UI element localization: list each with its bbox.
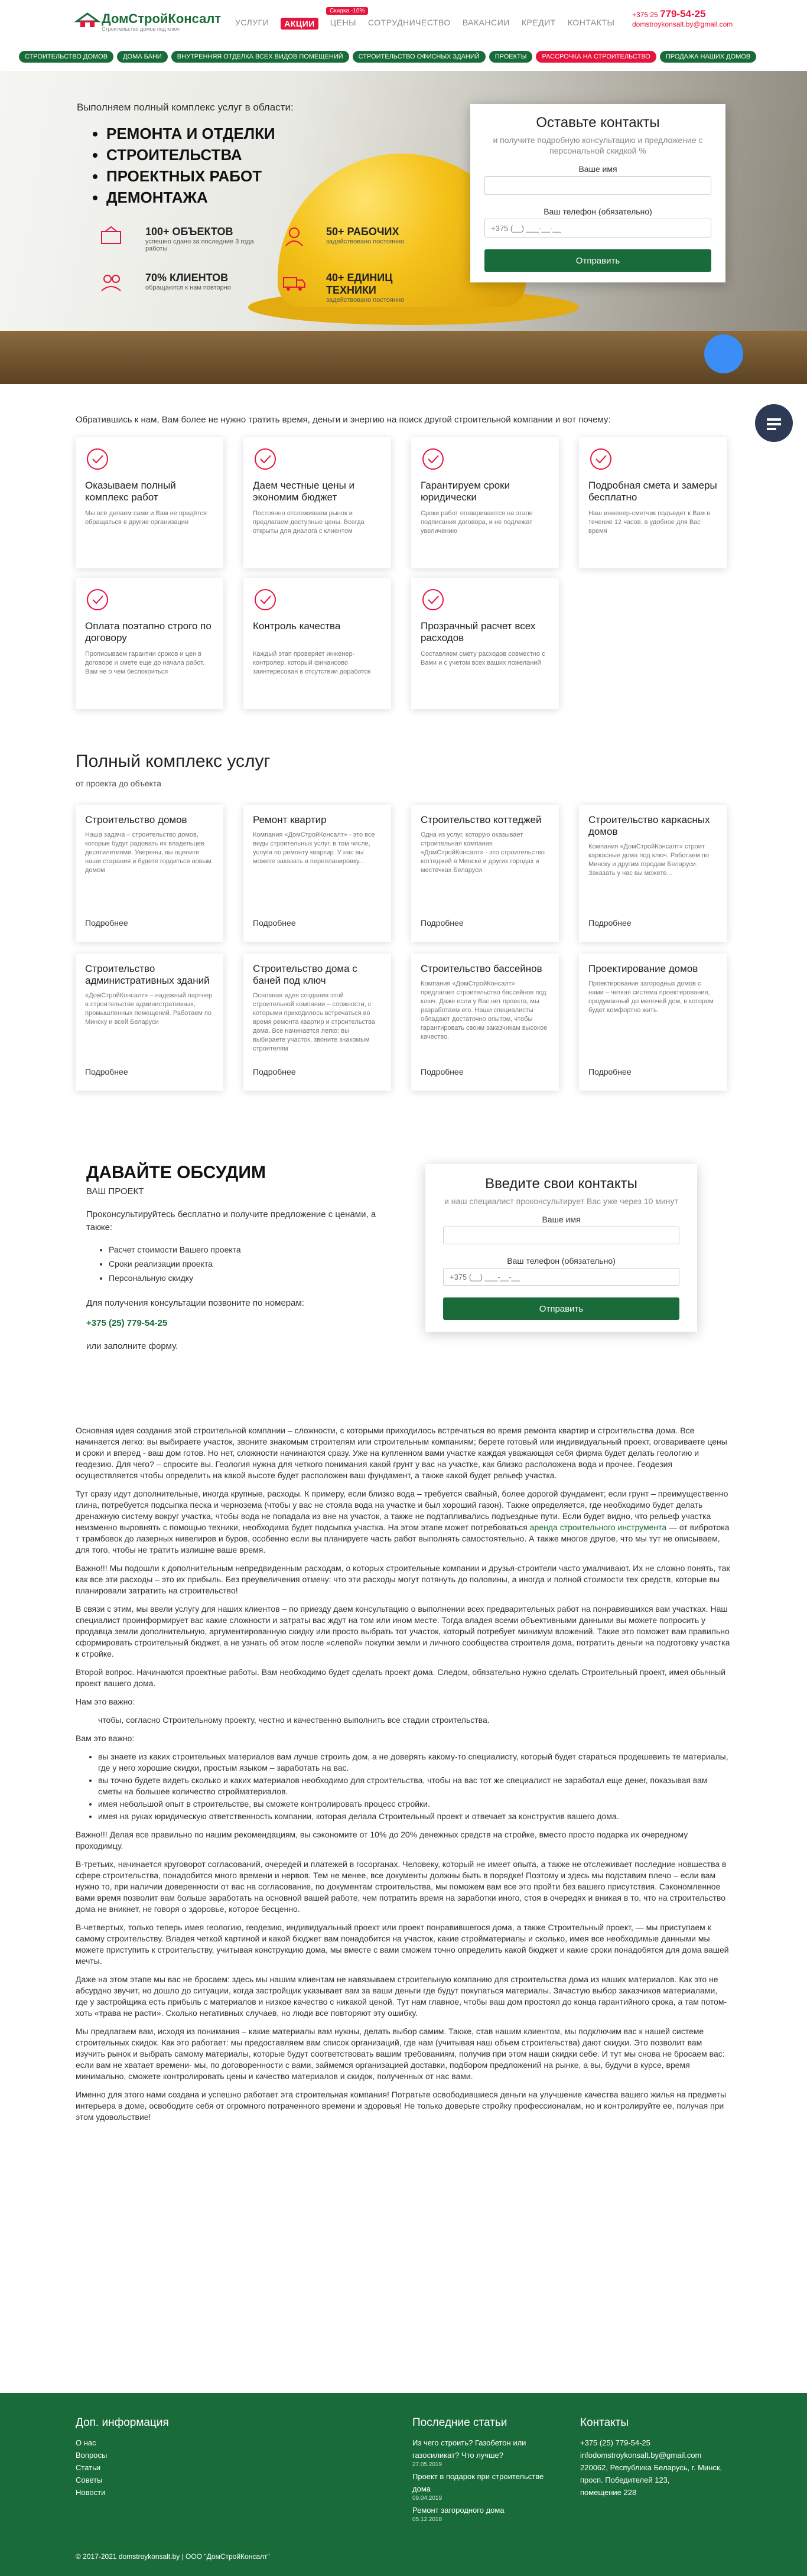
footer-contacts xyxy=(580,2416,728,2499)
hero-ground xyxy=(0,331,807,384)
stat-workers xyxy=(326,226,444,245)
article-paragraph: Второй вопрос. Начинаются проектные работы. Вам необходимо будет сделать проект дома. Следом, обязательно нужно сделать Строительный проект, имея обычный проект вашего дома. xyxy=(76,1667,726,1688)
article-list xyxy=(98,1751,731,1822)
hero-list xyxy=(106,123,275,208)
house-icon xyxy=(76,12,99,28)
submit-button[interactable]: Отправить xyxy=(484,249,711,272)
hero-list-item: • ПРОЕКТНЫХ РАБОТ xyxy=(106,165,275,187)
name-input[interactable] xyxy=(443,1227,679,1244)
service-title: Строительство бассейнов xyxy=(421,963,542,974)
advantage-card xyxy=(243,578,391,709)
advantage-icon xyxy=(421,587,445,612)
service-card[interactable] xyxy=(243,954,391,1091)
cat-installment[interactable]: РАССРОЧКА НА СТРОИТЕЛЬСТВО xyxy=(536,51,656,63)
form-subtitle: и получите подробную консультацию и предложение с персональной скидкой % xyxy=(493,135,703,155)
service-title: Строительство административных зданий xyxy=(85,963,210,986)
footer-article-link[interactable]: Проект в подарок при строительстве дома xyxy=(412,2472,544,2493)
chat-icon xyxy=(755,404,793,442)
advantage-title: Подробная смета и замеры бесплатно xyxy=(588,480,717,503)
stat-number: 40+ ЕДИНИЦ ТЕХНИКИ xyxy=(326,272,393,296)
cat-offices[interactable]: СТРОИТЕЛЬСТВО ОФИСНЫХ ЗДАНИЙ xyxy=(353,51,486,63)
phone-label: Ваш телефон (обязательно) xyxy=(544,207,652,216)
advantage-text: Наш инженер-сметчик подъедет к Вам в течение 12 часов, в удобное для Вас время xyxy=(588,510,711,535)
callback-button[interactable] xyxy=(704,334,743,373)
main-nav xyxy=(235,18,614,30)
hero-lead: Выполняем полный комплекс услуг в области: xyxy=(77,102,294,113)
stat-number: 70% КЛИЕНТОВ xyxy=(145,272,229,284)
advantage-icon xyxy=(588,447,613,471)
nav-services[interactable]: УСЛУГИ xyxy=(235,18,269,27)
logo-title: ДомСтройКонсалт xyxy=(102,11,222,26)
service-card[interactable] xyxy=(579,805,727,942)
article-paragraph: Важно!!! Делая все правильно по нашим рекомендациям, вы сэкономите от 10% до 20% денежных средств на стройке, вместо просто подарка их очередному проходимцу. xyxy=(76,1830,688,1850)
service-more-link[interactable]: Подробнее xyxy=(588,918,632,928)
service-title: Проектирование домов xyxy=(588,963,698,974)
footer-link-faq[interactable]: Вопросы xyxy=(76,2451,108,2460)
objects-icon xyxy=(99,226,123,247)
service-more-link[interactable]: Подробнее xyxy=(253,1067,296,1076)
advantage-card xyxy=(411,437,559,568)
sale-badge: Скидка -10% xyxy=(326,7,368,15)
footer-address: 220062, Республика Беларусь, г. Минск, просп. Победителей 123, xyxy=(580,2463,723,2484)
name-input[interactable] xyxy=(484,176,711,195)
article-paragraph: Мы предлагаем вам, исходя из понимания – какие материалы вам нужны, делать выбор самим. Также, став нашим клиентом, мы подключим вас к нашей системе строительных скидок. Как это работает: мы предоставляем вам список организаций, где нам (учитывая наш объем строительства) дают скидки. Это позволит вам изучить рынок и выбрать самому материалы, которые будут соответствовать вашим требованиям, получив при этом наши скидки себе. И тут мы снова не бросаем вас: если вам не хватает времени- мы, по договоренности с вами, займемся организацией доставки, подбором предложений на рынке, а вы, будучи в курсе, время минимально, сможете контролировать цены и качество материалов и скидок, полученных от нас вами. xyxy=(76,2027,725,2081)
service-text: Компания «ДомСтройКонсалт» предлагает строительство бассейнов под ключ. Даже если у Вас нет проекта, мы разработаем его. Наши специалисты обладают достаточно опытом, чтобы гарантировать своим заказчикам высокое качество. xyxy=(421,980,548,1040)
form-title: Введите свои контакты xyxy=(485,1176,637,1192)
footer-link-articles[interactable]: Статьи xyxy=(76,2463,101,2472)
tool-rental-link[interactable]: аренда строительного инструмента xyxy=(529,1523,667,1532)
discuss-list-item: • Расчет стоимости Вашего проекта xyxy=(109,1243,393,1257)
phone-input[interactable] xyxy=(484,219,711,238)
logo-subtitle: Строительство домов под ключ xyxy=(102,26,180,32)
discuss-call-text: Для получения консультации позвоните по номерам: xyxy=(86,1298,304,1308)
nav-promo[interactable]: АКЦИИ xyxy=(281,18,318,30)
advantage-icon xyxy=(85,587,110,612)
article-paragraph: В-третьих, начинается круговорот согласований, очередей и платежей в госорганах. Человеку, который не имеет опыта, а также не отслеживает последние новшества в сфере строительства, понадобится много времени и нервов. Тем не менее, все документы должны быть в порядке! Поэтому и здесь мы подставим плечо – если вам нужно то, при наличии доверенности от вас на согласование, по документам строительства, мы поможем вам все это пройти без вашего присутствия. Сэкономленное вами время позволит вам больше заработать на основной вашей работе, чем потратить время на заработки иного, стоя в очередях и вникая в то, что на строительство дома не вникнет, не говоря о здоровье, которое бесценно. xyxy=(76,1859,727,1914)
discuss-small: ВАШ ПРОЕКТ xyxy=(86,1186,144,1196)
footer-email[interactable]: infodomstroykonsalt.by@gmail.com xyxy=(580,2451,702,2460)
article-paragraph: Основная идея создания этой строительной компании – сложности, с которыми приходилось встречаться во время ремонта квартир и строительства дома. Все начинается легко: вы выбираете участок, звоните знакомым строителям или строительным компаниям; берете готовый или индивидуальный проект, оговариваете цены и сроки и вперед - ваш дом готов. Но нет, сложности начинаются сразу. Уже на купленном вами участке каждая уважающая себя фирма будет делать геологию и геодезию. Для чего? – спросите вы. Геология нужна для четкого понимания какой грунт у вас на участке, как близко расположена вода и прочее. Геодезия осуществляется чтобы определить на какой высоте будет расположен ваш фундамент, а также какой будет рельеф участка. xyxy=(76,1426,727,1480)
article-paragraph: Именно для этого нами создана и успешно работает эта строительная компания! Потратьте освободившиеся деньги на улучшение качества вашего жилья на предметы интерьера в доме, освободите себя от огромного потраченного времени и здоровья! Не только доверьте стройку профессионалам, но и контролируйте ее, получая при этом удовольствие! xyxy=(76,2090,727,2122)
nav-cooperation[interactable]: СОТРУДНИЧЕСТВО xyxy=(367,18,451,27)
service-more-link[interactable]: Подробнее xyxy=(253,918,296,928)
discuss-phone[interactable]: +375 (25) 779-54-25 xyxy=(86,1318,168,1328)
discuss-lead: Проконсультируйтесь бесплатно и получите предложение с ценами, а также: xyxy=(86,1209,376,1232)
advantage-icon xyxy=(253,447,278,471)
header-phone[interactable]: 779-54-25 xyxy=(660,8,706,19)
service-card[interactable] xyxy=(76,805,223,942)
footer-phone[interactable]: +375 (25) 779-54-25 xyxy=(580,2438,650,2447)
stat-clients xyxy=(145,272,263,291)
truck-icon xyxy=(282,272,306,293)
service-more-link[interactable]: Подробнее xyxy=(85,918,128,928)
phone-label: Ваш телефон (обязательно) xyxy=(507,1256,616,1266)
cat-baths[interactable]: ДОМА БАНИ xyxy=(117,51,168,63)
article xyxy=(76,1425,731,2130)
advantage-icon xyxy=(85,447,110,471)
advantage-title: Оказываем полный комплекс работ xyxy=(85,480,176,503)
phone-input[interactable] xyxy=(443,1268,679,1286)
advantage-card xyxy=(76,437,223,568)
service-text: Проектирование загородных домов с нами – четкая система проектирования, продуманный до мелочей дом, в котором будет комфортно жить. xyxy=(588,980,714,1014)
cat-projects[interactable]: ПРОЕКТЫ xyxy=(489,51,533,63)
stat-number: 100+ ОБЪЕКТОВ xyxy=(145,226,233,238)
discuss-text xyxy=(86,1163,393,1353)
advantage-text: Постоянно отслеживаем рынок и предлагаем доступные цены. Всегда открыты для диалога с клиентом xyxy=(253,510,365,535)
cat-interior[interactable]: ВНУТРЕННЯЯ ОТДЕЛКА ВСЕХ ВИДОВ ПОМЕЩЕНИЙ xyxy=(171,51,349,63)
advantage-card xyxy=(76,578,223,709)
stat-number: 50+ РАБОЧИХ xyxy=(326,226,399,238)
advantage-icon xyxy=(421,447,445,471)
advantage-text: Прописываем гарантии сроков и цен в договоре и смете еще до начала работ. Вам не о чем беспокоиться xyxy=(85,650,205,675)
logo[interactable] xyxy=(76,12,221,32)
name-label: Ваше имя xyxy=(542,1215,581,1224)
footer-info xyxy=(76,2416,169,2499)
cat-houses[interactable]: СТРОИТЕЛЬСТВО ДОМОВ xyxy=(19,51,113,63)
service-title: Строительство дома с баней под ключ xyxy=(253,963,357,986)
service-text: Наша задача – строительство домов, которые будут радовать их владельцев десятилетиями. Уверены, вы оцените наши старания и будете гордиться новым домом xyxy=(85,831,211,874)
footer-heading: Доп. информация xyxy=(76,2416,169,2429)
advantage-title: Контроль качества xyxy=(253,620,341,632)
services-title: Полный комплекс услуг xyxy=(76,752,271,771)
article-paragraph: В-четвертых, только теперь имея геологию, геодезию, индивидуальный проект или проект понравившегося дома, а также Строительный проект, — мы приступаем к самому строительству. Владея четкой картиной и какой бюджет вам понадобится на участок, какие стройматериалы и сколько, имея все необходимые данными мы можете приступить к строительству, учитывая конструкцию дома, мы вместе с вами сможем точно определить какой бюджет и какие сроки понадобятся для дома вашей мечты. xyxy=(76,1923,729,1966)
form-subtitle: и наш специалист проконсультирует Вас уже через 10 минут xyxy=(444,1196,678,1206)
discuss-form xyxy=(425,1164,697,1332)
advantage-icon xyxy=(253,587,278,612)
service-text: Компания «ДомСтройКонсалт» - это все виды строительных услуг, в том числе, услуги по ремонту квартир. У нас вы можете заказать и перепланировку... xyxy=(253,831,375,865)
article-list-item: чтобы, согласно Строительному проекту, честно и качественно выполнить все стадии строительства. xyxy=(98,1715,490,1725)
submit-button[interactable]: Отправить xyxy=(443,1297,679,1320)
nav-vacancies[interactable]: ВАКАНСИИ xyxy=(462,18,510,27)
nav-prices[interactable]: ЦЕНЫ xyxy=(330,18,356,27)
nav-contacts[interactable]: КОНТАКТЫ xyxy=(567,18,615,27)
article-paragraph: В связи с этим, мы ввели услугу для наших клиентов – по приезду даем консультацию о выполнении всех предварительных работ на понравившихся вам участках. Наш специалист проинформирует вас какие сложности и затраты вас ждут на том или ином месте. Тогда владея всеми объективными данными вы можете попросить у продавца земли дополнительную, аргументированную скидку или просто выбрать тот участок, который потребует минимум вложений. Такие это поможет вам правильно сформировать строительный бюджет, а не узнать об этом после «слепой» покупки земли и личного сообщества строителя дома, потратить деньги на подготовку участка к стройке. xyxy=(76,1604,730,1658)
advantage-title: Даем честные цены и экономим бюджет xyxy=(253,480,355,503)
service-more-link[interactable]: Подробнее xyxy=(421,1067,464,1076)
footer-office: помещение 228 xyxy=(580,2488,637,2497)
article-paragraph xyxy=(76,1488,731,1556)
advantages-intro: Обратившись к нам, Вам более не нужно тратить время, деньги и энергию на поиск другой строительной компании и вот почему: xyxy=(76,415,611,425)
footer xyxy=(0,2393,807,2576)
service-more-link[interactable]: Подробнее xyxy=(85,1067,128,1076)
stat-text: задействовано постоянно xyxy=(326,297,405,304)
advantage-title: Прозрачный расчет всех расходов xyxy=(421,620,536,643)
advantage-card xyxy=(411,578,559,709)
name-label: Ваше имя xyxy=(578,164,617,174)
hero-section xyxy=(0,71,807,384)
advantage-title: Оплата поэтапно строго по договору xyxy=(85,620,211,643)
footer-link-about[interactable]: О нас xyxy=(76,2438,96,2447)
advantage-text: Мы всё делаем сами и Вам не придётся обращаться в другие организации xyxy=(85,510,207,526)
hero-list-item: • РЕМОНТА И ОТДЕЛКИ xyxy=(106,123,275,144)
service-card[interactable] xyxy=(579,954,727,1091)
article-list-item: • вы точно будете видеть сколько и каких материалов необходимо для строительства, чтобы на вас тот же специалист не заработал еще денег, показывая вам сметы на большее количество стройматериалов. xyxy=(98,1775,731,1797)
footer-article-date: 05.12.2018 xyxy=(412,2516,442,2523)
footer-link-news[interactable]: Новости xyxy=(76,2488,106,2497)
service-title: Строительство коттеджей xyxy=(421,814,542,825)
advantage-text: Сроки работ оговариваются на этапе подписания договора, и не подлежат увеличению xyxy=(421,510,533,535)
hero-list-item: • СТРОИТЕЛЬСТВА xyxy=(106,144,275,165)
stat-machinery xyxy=(326,272,444,304)
footer-article-date: 09.04.2019 xyxy=(412,2495,442,2502)
phone-prefix: +375 25 xyxy=(632,11,658,19)
advantage-title: Гарантируем сроки юридически xyxy=(421,480,510,503)
footer-article-date: 27.05.2019 xyxy=(412,2461,442,2468)
service-card[interactable] xyxy=(411,954,559,1091)
footer-article-link[interactable]: Ремонт загородного дома xyxy=(412,2506,505,2515)
article-list-item: • вы знаете из каких строительных материалов вам лучше строить дом, а не доверять какому-то специалисту, который будет стараться продешевить те материалы, где у него хорошие скидки, простым языком – заработать на вас. xyxy=(98,1751,731,1774)
footer-heading: Контакты xyxy=(580,2416,629,2429)
nav-credit[interactable]: КРЕДИТ xyxy=(521,18,556,27)
clients-icon xyxy=(99,272,123,293)
article-list xyxy=(98,1715,731,1726)
stat-objects xyxy=(145,226,263,252)
article-paragraph: Нам это важно: xyxy=(76,1697,135,1706)
service-text: «ДомСтройКонсалт» – надежный партнер в строительстве административных, промышленных помещений. Работаем по Минску и всей Беларуси xyxy=(85,992,213,1026)
contact-form xyxy=(470,104,725,282)
discuss-list-item: • Персональную скидку xyxy=(109,1271,393,1285)
service-title: Ремонт квартир xyxy=(253,814,327,825)
article-paragraph: Важно!!! Мы подошли к дополнительным непредвиденным расходам, о которых строительные компании и друзья-строители часто умалчивают. Их не сложно понять, так как все эти расходы – это их прибыль. Без преувеличения отмечу: что эти расходы могут потянуть до половины, а иногда и полной стоимости тех средств, которые вы планировали затратить на строительство! xyxy=(76,1563,730,1595)
discuss-title: ДАВАЙТЕ ОБСУДИМ xyxy=(86,1163,266,1182)
footer-article-link[interactable]: Из чего строить? Газобетон или газосиликат? Что лучше? xyxy=(412,2438,526,2460)
article-paragraph: Даже на этом этапе мы вас не бросаем: здесь мы нашим клиентам не навязываем строительную компанию для строительства дома из наших материалов. Как это не абсурдно звучит, но дошло до ситуации, когда застройщик указывает вам за ваши деньги где будут покупаться материалы. Зачастую выбор заказчиков материалами, где у застройщика есть прибыль с материалов и низкое качество с никакой ценой. Тут нам главное, чтобы ваш дом простоял до конца гарантийного срока, а там потом- хоть «трава не расти». Сколько негативных случаев, но люди все повторяют эту ошибку. xyxy=(76,1975,727,2018)
discuss-section xyxy=(0,1130,807,1407)
footer-link-tips[interactable]: Советы xyxy=(76,2476,103,2484)
service-title: Строительство каркасных домов xyxy=(588,814,710,837)
services-subtitle: от проекта до объекта xyxy=(76,779,161,788)
service-text: Одна из услуг, которую оказывает строительная компания «ДомСтройКонсалт» - это строительство коттеджей в Минске и других городах и местечках Беларуси. xyxy=(421,831,545,874)
category-bar xyxy=(19,51,756,63)
site-header xyxy=(0,0,807,45)
cat-sale[interactable]: ПРОДАЖА НАШИХ ДОМОВ xyxy=(660,51,756,63)
stat-text: обращаются к нам повторно xyxy=(145,284,231,291)
service-card[interactable] xyxy=(411,805,559,942)
header-contacts xyxy=(632,8,733,28)
article-list-item: • имея на руках юридическую ответственность компании, которая делала Строительный проект и отвечает за конструктив вашего дома. xyxy=(98,1811,731,1822)
copyright: © 2017-2021 domstroykonsalt.by | ООО "ДомСтройКонсалт" xyxy=(76,2552,270,2561)
article-text: — от вибротока т трамбовок до лазерных нивелиров и буров, особенно если вы планируете часть работ выполнять самостоятельно. А также многое другое, что мы тут не описываем, для того, чтобы не тратить излишне ваше время. xyxy=(76,1523,730,1554)
chat-button[interactable] xyxy=(755,404,793,442)
service-text: Компания «ДомСтройКонсалт» строит каркасные дома под ключ. Работаем по Минску и другим городам Беларуси. Заказать у нас вы можете... xyxy=(588,843,710,877)
service-card[interactable] xyxy=(243,805,391,942)
article-text: Тут сразу идут дополнительные, иногда крупные, расходы. К примеру, если близко вода – требуется свайный, более дорогой фундамент; если грунт – преимущественно глина, потребуется подсыпка песка и чернозема (чтобы у вас не стояла вода на участке и был хороший газон). Также определяется, где необходимо будет делать дренажную систему вокруг участка, чтобы вода не попадала из вне на участок, а также не подтапливались подъездные пути. Если будет видно, что рельеф участка неизменно выровнять с помощью техники, необходима будет подсыпка участка. На этом этапе может потребоваться xyxy=(76,1489,728,1532)
stat-text: задействовано постоянно xyxy=(326,238,405,245)
service-more-link[interactable]: Подробнее xyxy=(421,918,464,928)
service-text: Основная идея создания этой строительной компании – сложности, с которыми приходилось встречаться во время ремонта квартир и строительства дома. Все начинается легко: вы выбираете участок, звоните знакомым строителям xyxy=(253,992,375,1052)
service-title: Строительство домов xyxy=(85,814,187,825)
service-card[interactable] xyxy=(76,954,223,1091)
footer-heading: Последние статьи xyxy=(412,2416,507,2429)
article-list-item: • имея небольшой опыт в строительстве, вы сможете контролировать процесс стройки. xyxy=(98,1798,731,1810)
worker-icon xyxy=(282,226,306,247)
header-email[interactable]: domstroykonsalt.by@gmail.com xyxy=(632,20,733,28)
article-paragraph: Вам это важно: xyxy=(76,1733,135,1743)
advantage-card xyxy=(243,437,391,568)
advantage-card xyxy=(579,437,727,568)
discuss-or-form: или заполните форму. xyxy=(86,1341,178,1351)
hero-list-item: • ДЕМОНТАЖА xyxy=(106,187,275,208)
advantage-text: Составляем смету расходов совместно с Вами и с учетом всех ваших пожеланий xyxy=(421,650,545,666)
discuss-list xyxy=(109,1243,393,1285)
advantage-text: Каждый этап проверяет инженер-контролер, который финансово заинтересован в отсутствии доработок xyxy=(253,650,371,675)
stat-text: успешно сдано за последние 3 года работы xyxy=(145,238,254,252)
footer-articles xyxy=(412,2416,560,2525)
form-title: Оставьте контакты xyxy=(536,115,660,131)
service-more-link[interactable]: Подробнее xyxy=(588,1067,632,1076)
discuss-list-item: • Сроки реализации проекта xyxy=(109,1257,393,1271)
